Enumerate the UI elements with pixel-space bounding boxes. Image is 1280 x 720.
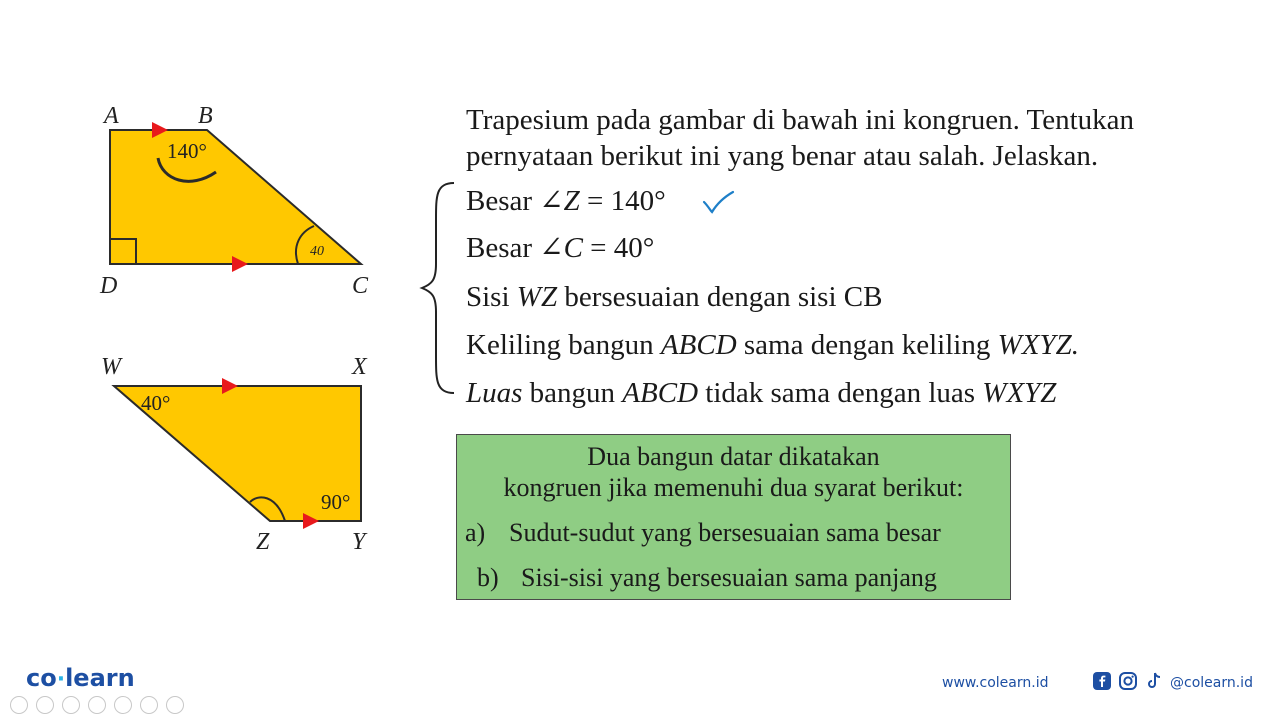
facebook-icon[interactable]	[1093, 672, 1111, 690]
checkmark-icon	[700, 190, 736, 216]
logo-dot: ·	[56, 667, 66, 692]
statement-1-var: Z	[563, 185, 580, 217]
angle-label-b: 140°	[167, 139, 207, 163]
congruence-info-box	[456, 434, 1011, 600]
statement-brace	[418, 180, 462, 398]
vertex-label-x: X	[352, 354, 367, 380]
vertex-label-c: C	[352, 273, 369, 299]
trapezoid-wxyz	[0, 0, 440, 560]
statement-5-mid: bangun	[522, 377, 623, 409]
statement-3-var: WZ	[516, 281, 558, 313]
statement-5-prefix: Luas	[466, 377, 523, 409]
statement-2	[466, 231, 654, 265]
tiktok-icon[interactable]	[1146, 672, 1162, 690]
logo-right: learn	[65, 664, 135, 692]
copy-button[interactable]	[88, 696, 106, 714]
instagram-icon[interactable]	[1119, 672, 1137, 690]
next-button[interactable]	[62, 696, 80, 714]
prev-button[interactable]	[10, 696, 28, 714]
vertex-label-b: B	[198, 103, 213, 129]
logo-left: co	[26, 664, 57, 692]
info-item-b-text: Sisi-sisi yang bersesuaian sama panjang	[521, 563, 937, 592]
more-button[interactable]	[166, 696, 184, 714]
info-item-a-text: Sudut-sudut yang bersesuaian sama besar	[509, 518, 941, 547]
info-item-b-marker: b)	[477, 563, 499, 592]
vertex-label-d: D	[100, 273, 118, 299]
statement-5-var: ABCD	[622, 377, 699, 409]
info-item-a-marker: a)	[465, 518, 486, 547]
angle-label-c-handwritten: 40	[310, 244, 324, 259]
statement-4	[466, 328, 1079, 362]
angle-label-w: 40°	[141, 391, 171, 415]
statement-5-var2: WXYZ	[982, 377, 1057, 409]
statement-3	[466, 280, 882, 314]
statement-1-prefix: Besar ∠	[466, 185, 564, 217]
vertex-label-w: W	[101, 354, 121, 380]
vertex-label-z: Z	[256, 529, 270, 555]
problem-text	[466, 102, 1134, 174]
zoom-button[interactable]	[114, 696, 132, 714]
info-item-b	[465, 562, 937, 593]
problem-line-2: pernyataan berikut ini yang benar atau salah. Jelaskan.	[466, 140, 1099, 172]
info-line-2: kongruen jika memenuhi dua syarat berikut:	[503, 473, 964, 502]
statement-2-prefix: Besar ∠	[466, 232, 564, 264]
problem-line-1: Trapesium pada gambar di bawah ini kongruen. Tentukan	[466, 104, 1135, 136]
statement-2-rest: = 40°	[582, 232, 655, 264]
colearn-logo[interactable]	[26, 664, 135, 692]
slides-button[interactable]	[140, 696, 158, 714]
play-button[interactable]	[36, 696, 54, 714]
statement-4-var: ABCD	[660, 329, 737, 361]
statement-1-rest: = 140°	[579, 185, 666, 217]
vertex-label-y: Y	[352, 529, 366, 555]
statement-4-var2: WXYZ.	[997, 329, 1079, 361]
website-link[interactable]: www.colearn.id	[942, 675, 1049, 691]
statement-1	[466, 184, 666, 218]
statement-2-var: C	[563, 232, 583, 264]
vertex-label-a: A	[104, 103, 119, 129]
statement-5-mid2: tidak sama dengan luas	[698, 377, 983, 409]
social-handle[interactable]: @colearn.id	[1170, 675, 1253, 691]
angle-label-y: 90°	[321, 490, 351, 514]
statement-4-mid: sama dengan keliling	[736, 329, 998, 361]
statement-3-prefix: Sisi	[466, 281, 517, 313]
statement-5	[466, 376, 1056, 410]
info-line-1: Dua bangun datar dikatakan	[587, 442, 880, 471]
statement-4-prefix: Keliling bangun	[466, 329, 661, 361]
statement-3-rest: bersesuaian dengan sisi CB	[557, 281, 883, 313]
info-item-a	[465, 517, 941, 548]
